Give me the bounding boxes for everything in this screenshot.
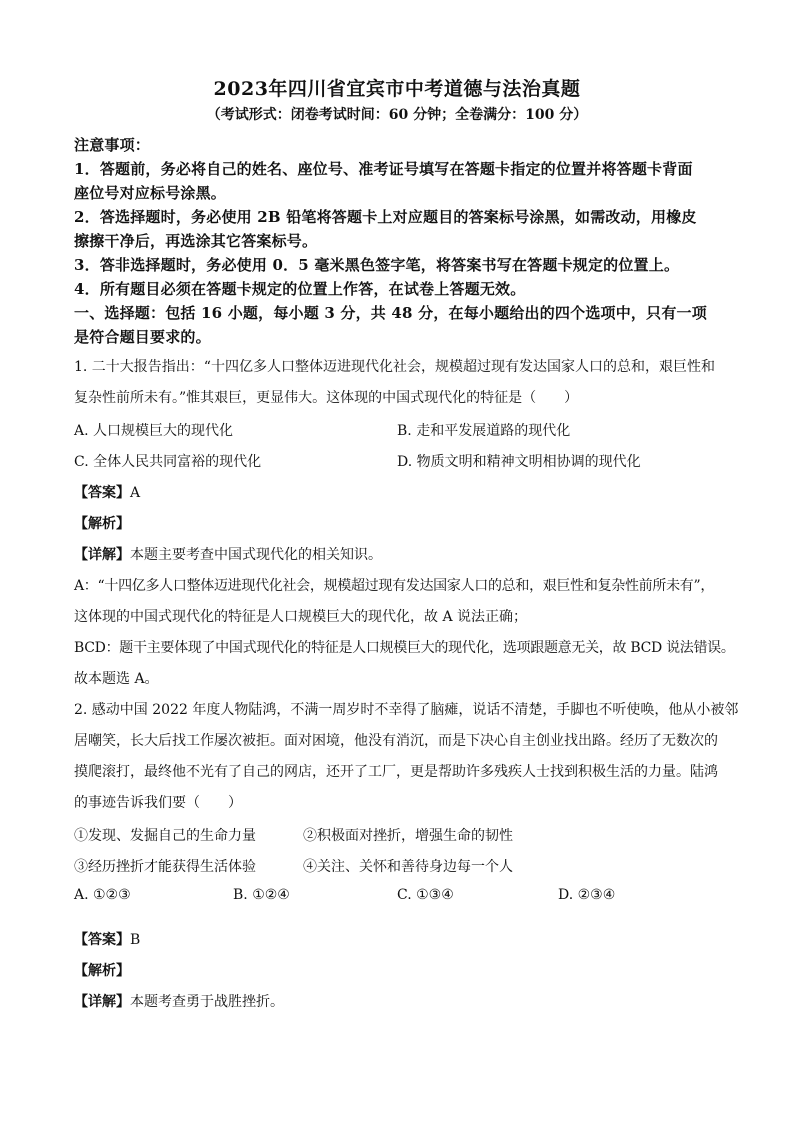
question-2-item-4: ④关注、关怀和善待身边每一个人 (303, 859, 513, 875)
detail-label: 【详解】 (74, 547, 130, 563)
question-1-option-d: D. 物质文明和精神文明相协调的现代化 (397, 454, 641, 470)
question-1-answer (74, 482, 140, 502)
question-2-analysis (74, 960, 130, 980)
question-2-option-b: B. ①②④ (233, 887, 290, 903)
question-1-explanation: A：“十四亿多人口整体迈进现代化社会，规模超过现有发达国家人口的总和，艰巨性和复杂性前所未有”， (74, 578, 715, 594)
notice-heading: 注意事项： (74, 136, 151, 154)
question-1-explanation-cont: 这体现的中国式现代化的特征是人口规模巨大的现代化，故 A 说法正确； (74, 609, 528, 625)
detail-text: 本题考查勇于战胜挫折。 (130, 994, 284, 1010)
question-1-stem: 1. 二十大报告指出：“十四亿多人口整体迈进现代化社会，规模超过现有发达国家人口的总和，艰巨性和 (74, 359, 715, 375)
analysis-label: 【解析】 (74, 516, 130, 532)
question-2-answer (74, 929, 140, 949)
question-2-stem-cont-1: 居嘲笑，长大后找工作屡次被拒。面对困境，他没有消沉，而是下决心自主创业找出路。经历了无数次的 (74, 733, 718, 749)
detail-text: 本题主要考查中国式现代化的相关知识。 (130, 547, 382, 563)
question-2-item-2: ②积极面对挫折，增强生命的韧性 (303, 828, 513, 844)
question-2-stem-cont-3: 的事迹告诉我们要（ ） (74, 795, 242, 811)
question-1-option-c: C. 全体人民共同富裕的现代化 (74, 454, 262, 470)
answer-value: A (130, 485, 141, 501)
question-1-option-a: A. 人口规模巨大的现代化 (74, 423, 234, 439)
question-1-stem-cont: 复杂性前所未有。”惟其艰巨，更显伟大。这体现的中国式现代化的特征是（ ） (74, 390, 579, 406)
question-1-analysis (74, 513, 130, 533)
notice-item-2: 2．答选择题时，务必使用 2B 铅笔将答题卡上对应题目的答案标号涂黑，如需改动，用橡皮 (74, 208, 697, 226)
question-2-detail (74, 991, 284, 1011)
notice-item-1: 1．答题前，务必将自己的姓名、座位号、准考证号填写在答题卡指定的位置并将答题卡背面 (74, 160, 693, 178)
question-2-item-1: ①发现、发掘自己的生命力量 (74, 828, 256, 844)
question-2-item-3: ③经历挫折才能获得生活体验 (74, 859, 256, 875)
answer-label: 【答案】 (74, 485, 130, 501)
answer-label: 【答案】 (74, 932, 130, 948)
question-2-option-d: D. ②③④ (558, 887, 616, 903)
answer-value: B (130, 932, 141, 948)
question-2-stem-cont-2: 摸爬滚打，最终他不光有了自己的网店，还开了工厂，更是帮助许多残疾人士找到积极生活的力量。陆鸿 (74, 764, 718, 780)
question-2-option-c: C. ①③④ (397, 887, 454, 903)
exam-info: （考试形式：闭卷考试时间：60 分钟；全卷满分：100 分） (206, 107, 588, 123)
question-2-stem: 2. 感动中国 2022 年度人物陆鸿，不满一周岁时不幸得了脑瘫，说话不清楚，手脚也不听使唤，他从小被邻 (74, 702, 739, 718)
notice-item-1-cont: 座位号对应标号涂黑。 (74, 184, 227, 202)
question-1-explanation-bcd: BCD：题干主要体现了中国式现代化的特征是人口规模巨大的现代化，选项跟题意无关，故 BCD 说法错误。 (74, 640, 735, 656)
notice-item-3: 3．答非选择题时，务必使用 0．5 毫米黑色签字笔，将答案书写在答题卡规定的位置上。 (74, 256, 680, 274)
section-heading-cont: 是符合题目要求的。 (74, 328, 211, 346)
analysis-label: 【解析】 (74, 963, 130, 979)
notice-item-4: 4．所有题目必须在答题卡规定的位置上作答，在试卷上答题无效。 (74, 280, 526, 298)
page-title: 2023年四川省宜宾市中考道德与法治真题 (213, 78, 581, 100)
question-2-option-a: A. ①②③ (74, 887, 131, 903)
notice-item-2-cont: 擦擦干净后，再选涂其它答案标号。 (74, 232, 318, 250)
section-heading: 一、选择题：包括 16 小题，每小题 3 分，共 48 分，在每小题给出的四个选项中，只有一项 (74, 304, 707, 322)
question-1-detail (74, 544, 382, 564)
question-1-option-b: B. 走和平发展道路的现代化 (397, 423, 571, 439)
detail-label: 【详解】 (74, 994, 130, 1010)
question-1-conclusion: 故本题选 A。 (74, 671, 159, 687)
